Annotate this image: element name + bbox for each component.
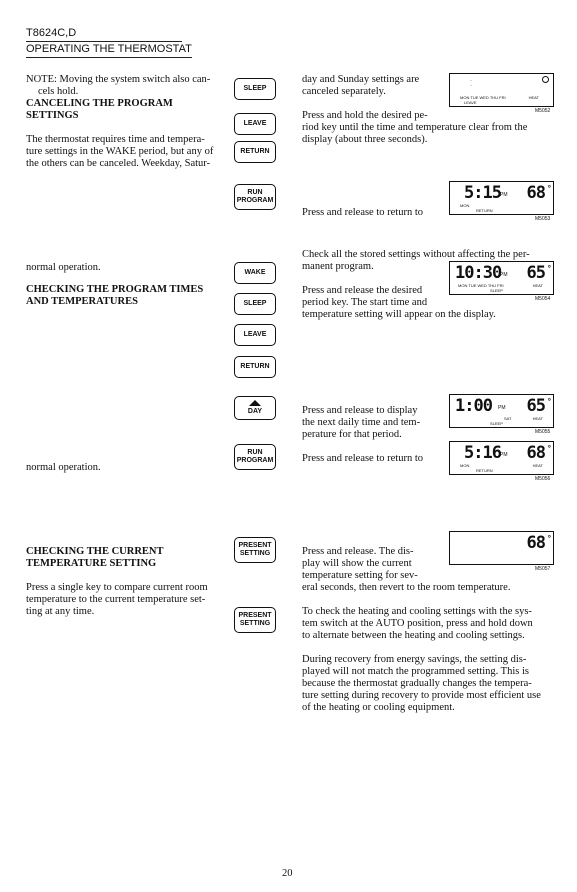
right-j3: because the thermostat gradually changes the tempera- — [302, 678, 532, 689]
right-g1: Press and release to return to — [302, 453, 424, 464]
display-degree: ° — [547, 534, 551, 543]
run-program-key-2[interactable] — [234, 444, 276, 470]
thermostat-display-return-2 — [449, 441, 554, 475]
display-day: MON — [460, 203, 470, 208]
display-time: 10:30 — [455, 263, 502, 283]
display-period: SLEEP — [490, 421, 503, 426]
right-b2: riod key until the time and temperature clear from the — [302, 122, 528, 133]
display-pm: PM — [500, 452, 508, 458]
display-degree: ° — [547, 264, 551, 273]
wake-key[interactable] — [234, 262, 276, 284]
right-j1: During recovery from energy savings, the setting dis- — [302, 654, 527, 665]
setting-key-label: SETTING — [239, 620, 271, 627]
header-rule — [26, 41, 182, 42]
display-pm: PM — [500, 192, 508, 198]
note-line-1: NOTE: Moving the system switch also can- — [26, 74, 211, 85]
current-para-1: Press a single key to compare current room — [26, 582, 208, 593]
run-key-label: RUN — [247, 189, 263, 196]
note-line-2: cels hold. — [38, 86, 79, 97]
normal-operation-1: normal operation. — [26, 262, 101, 273]
display-days: MON TUE WED THU FRI — [460, 95, 506, 100]
up-arrow-icon — [249, 400, 261, 406]
run-program-key-1[interactable] — [234, 184, 276, 210]
display-heat: HEAT — [532, 463, 543, 468]
day-key-label: DAY — [247, 408, 263, 415]
leave-key-label: LEAVE — [243, 331, 267, 338]
display-heat: HEAT — [532, 416, 543, 421]
display-degree: ° — [547, 444, 551, 453]
display-degree: ° — [547, 184, 551, 193]
display-day: MON — [460, 463, 470, 468]
sleep-key-label: SLEEP — [243, 300, 267, 307]
right-h4: eral seconds, then revert to the room temperature. — [302, 582, 511, 593]
current-para-3: ting at any time. — [26, 606, 95, 617]
right-i3: to alternate between the heating and cooling settings. — [302, 630, 525, 641]
thermostat-display-cleared — [449, 73, 554, 107]
display-day: SAT — [504, 416, 512, 421]
figure-code: M5056 — [535, 476, 551, 482]
canceling-heading-1: CANCELING THE PROGRAM — [26, 98, 173, 109]
current-heading-1: CHECKING THE CURRENT — [26, 546, 164, 557]
figure-code: M5052 — [535, 108, 551, 114]
right-a2: canceled separately. — [302, 86, 386, 97]
right-j5: of the heating or cooling equipment. — [302, 702, 455, 713]
right-c1: Press and release to return to — [302, 207, 424, 218]
program-key-label: PROGRAM — [236, 197, 274, 204]
sleep-key-label: SLEEP — [243, 85, 267, 92]
page-number: 20 — [282, 868, 293, 879]
right-d1: Check all the stored settings without affecting the per- — [302, 249, 530, 260]
thermostat-display-return — [449, 181, 554, 215]
checking-heading-2: AND TEMPERATURES — [26, 296, 138, 307]
figure-code: M5057 — [535, 566, 551, 572]
canceling-para-2: ture settings in the WAKE period, but any of — [26, 146, 214, 157]
display-degree: ° — [547, 397, 551, 406]
sleep-key-1[interactable] — [234, 78, 276, 100]
right-h2: play will show the current — [302, 558, 412, 569]
checking-heading-1: CHECKING THE PROGRAM TIMES — [26, 284, 204, 295]
return-key-label: RETURN — [240, 148, 270, 155]
thermostat-display-present-setting — [449, 531, 554, 565]
display-time: 5:15 — [464, 183, 501, 203]
right-d2: manent program. — [302, 261, 374, 272]
right-i2: tem switch at the AUTO position, press and hold down — [302, 618, 533, 629]
right-b1: Press and hold the desired pe- — [302, 110, 428, 121]
program-key-label: PROGRAM — [236, 457, 274, 464]
right-f1: Press and release to display — [302, 405, 418, 416]
section-title: OPERATING THE THERMOSTAT — [26, 43, 192, 55]
return-key-1[interactable] — [234, 141, 276, 163]
figure-code: M5055 — [535, 429, 551, 435]
display-time: 1:00 — [455, 396, 492, 416]
display-pm: PM — [500, 272, 508, 278]
display-period: SLEEP — [490, 288, 503, 293]
display-days: MON TUE WED THU FRI — [458, 283, 504, 288]
right-a1: day and Sunday settings are — [302, 74, 420, 85]
normal-operation-2: normal operation. — [26, 462, 101, 473]
display-pm: PM — [498, 405, 506, 411]
right-j4: ture setting during recovery to provide most efficient use — [302, 690, 541, 701]
display-period: RETURN — [476, 468, 493, 473]
thermostat-display-sleep-weekday — [449, 261, 554, 295]
display-temp: 68 — [526, 183, 545, 203]
display-period: LEAVE — [464, 100, 477, 105]
canceling-heading-2: SETTINGS — [26, 110, 79, 121]
display-period: RETURN — [476, 208, 493, 213]
present-setting-key-1[interactable] — [234, 537, 276, 563]
leave-key-1[interactable] — [234, 113, 276, 135]
display-heat: HEAT — [528, 95, 539, 100]
canceling-para-1: The thermostat requires time and tempera- — [26, 134, 205, 145]
day-key[interactable] — [234, 396, 276, 420]
right-e1: Press and release the desired — [302, 285, 423, 296]
present-setting-key-2[interactable] — [234, 607, 276, 633]
degree-indicator-icon — [542, 76, 549, 83]
display-temp: 65 — [526, 263, 545, 283]
run-key-label: RUN — [247, 449, 263, 456]
return-key-label: RETURN — [240, 363, 270, 370]
leave-key-label: LEAVE — [243, 120, 267, 127]
current-para-2: temperature to the current temperature set- — [26, 594, 206, 605]
display-temp: 68 — [526, 443, 545, 463]
present-key-label: PRESENT — [238, 612, 272, 619]
leave-key-2[interactable] — [234, 324, 276, 346]
present-key-label: PRESENT — [238, 542, 272, 549]
wake-key-label: WAKE — [244, 269, 266, 276]
canceling-para-3: the others can be canceled. Weekday, Satur- — [26, 158, 211, 169]
figure-code: M5054 — [535, 296, 551, 302]
sleep-key-2[interactable] — [234, 293, 276, 315]
right-e2: period key. The start time and — [302, 297, 428, 308]
current-heading-2: TEMPERATURE SETTING — [26, 558, 157, 569]
right-h1: Press and release. The dis- — [302, 546, 414, 557]
right-i1: To check the heating and cooling settings with the sys- — [302, 606, 532, 617]
display-temp: 68 — [526, 533, 545, 553]
colon-indicator: · · — [470, 78, 472, 89]
right-e3: temperature setting will appear on the display. — [302, 309, 496, 320]
display-temp: 65 — [526, 396, 545, 416]
thermostat-display-sleep-saturday — [449, 394, 554, 428]
right-f3: perature for that period. — [302, 429, 402, 440]
model-number: T8624C,D — [26, 27, 77, 39]
display-heat: HEAT — [532, 283, 543, 288]
section-rule — [26, 57, 192, 58]
right-f2: the next daily time and tem- — [302, 417, 421, 428]
display-time: 5:16 — [464, 443, 501, 463]
return-key-2[interactable] — [234, 356, 276, 378]
right-b3: display (about three seconds). — [302, 134, 428, 145]
right-j2: played will not match the programmed setting. This is — [302, 666, 529, 677]
figure-code: M5053 — [535, 216, 551, 222]
setting-key-label: SETTING — [239, 550, 271, 557]
right-h3: temperature setting for sev- — [302, 570, 418, 581]
